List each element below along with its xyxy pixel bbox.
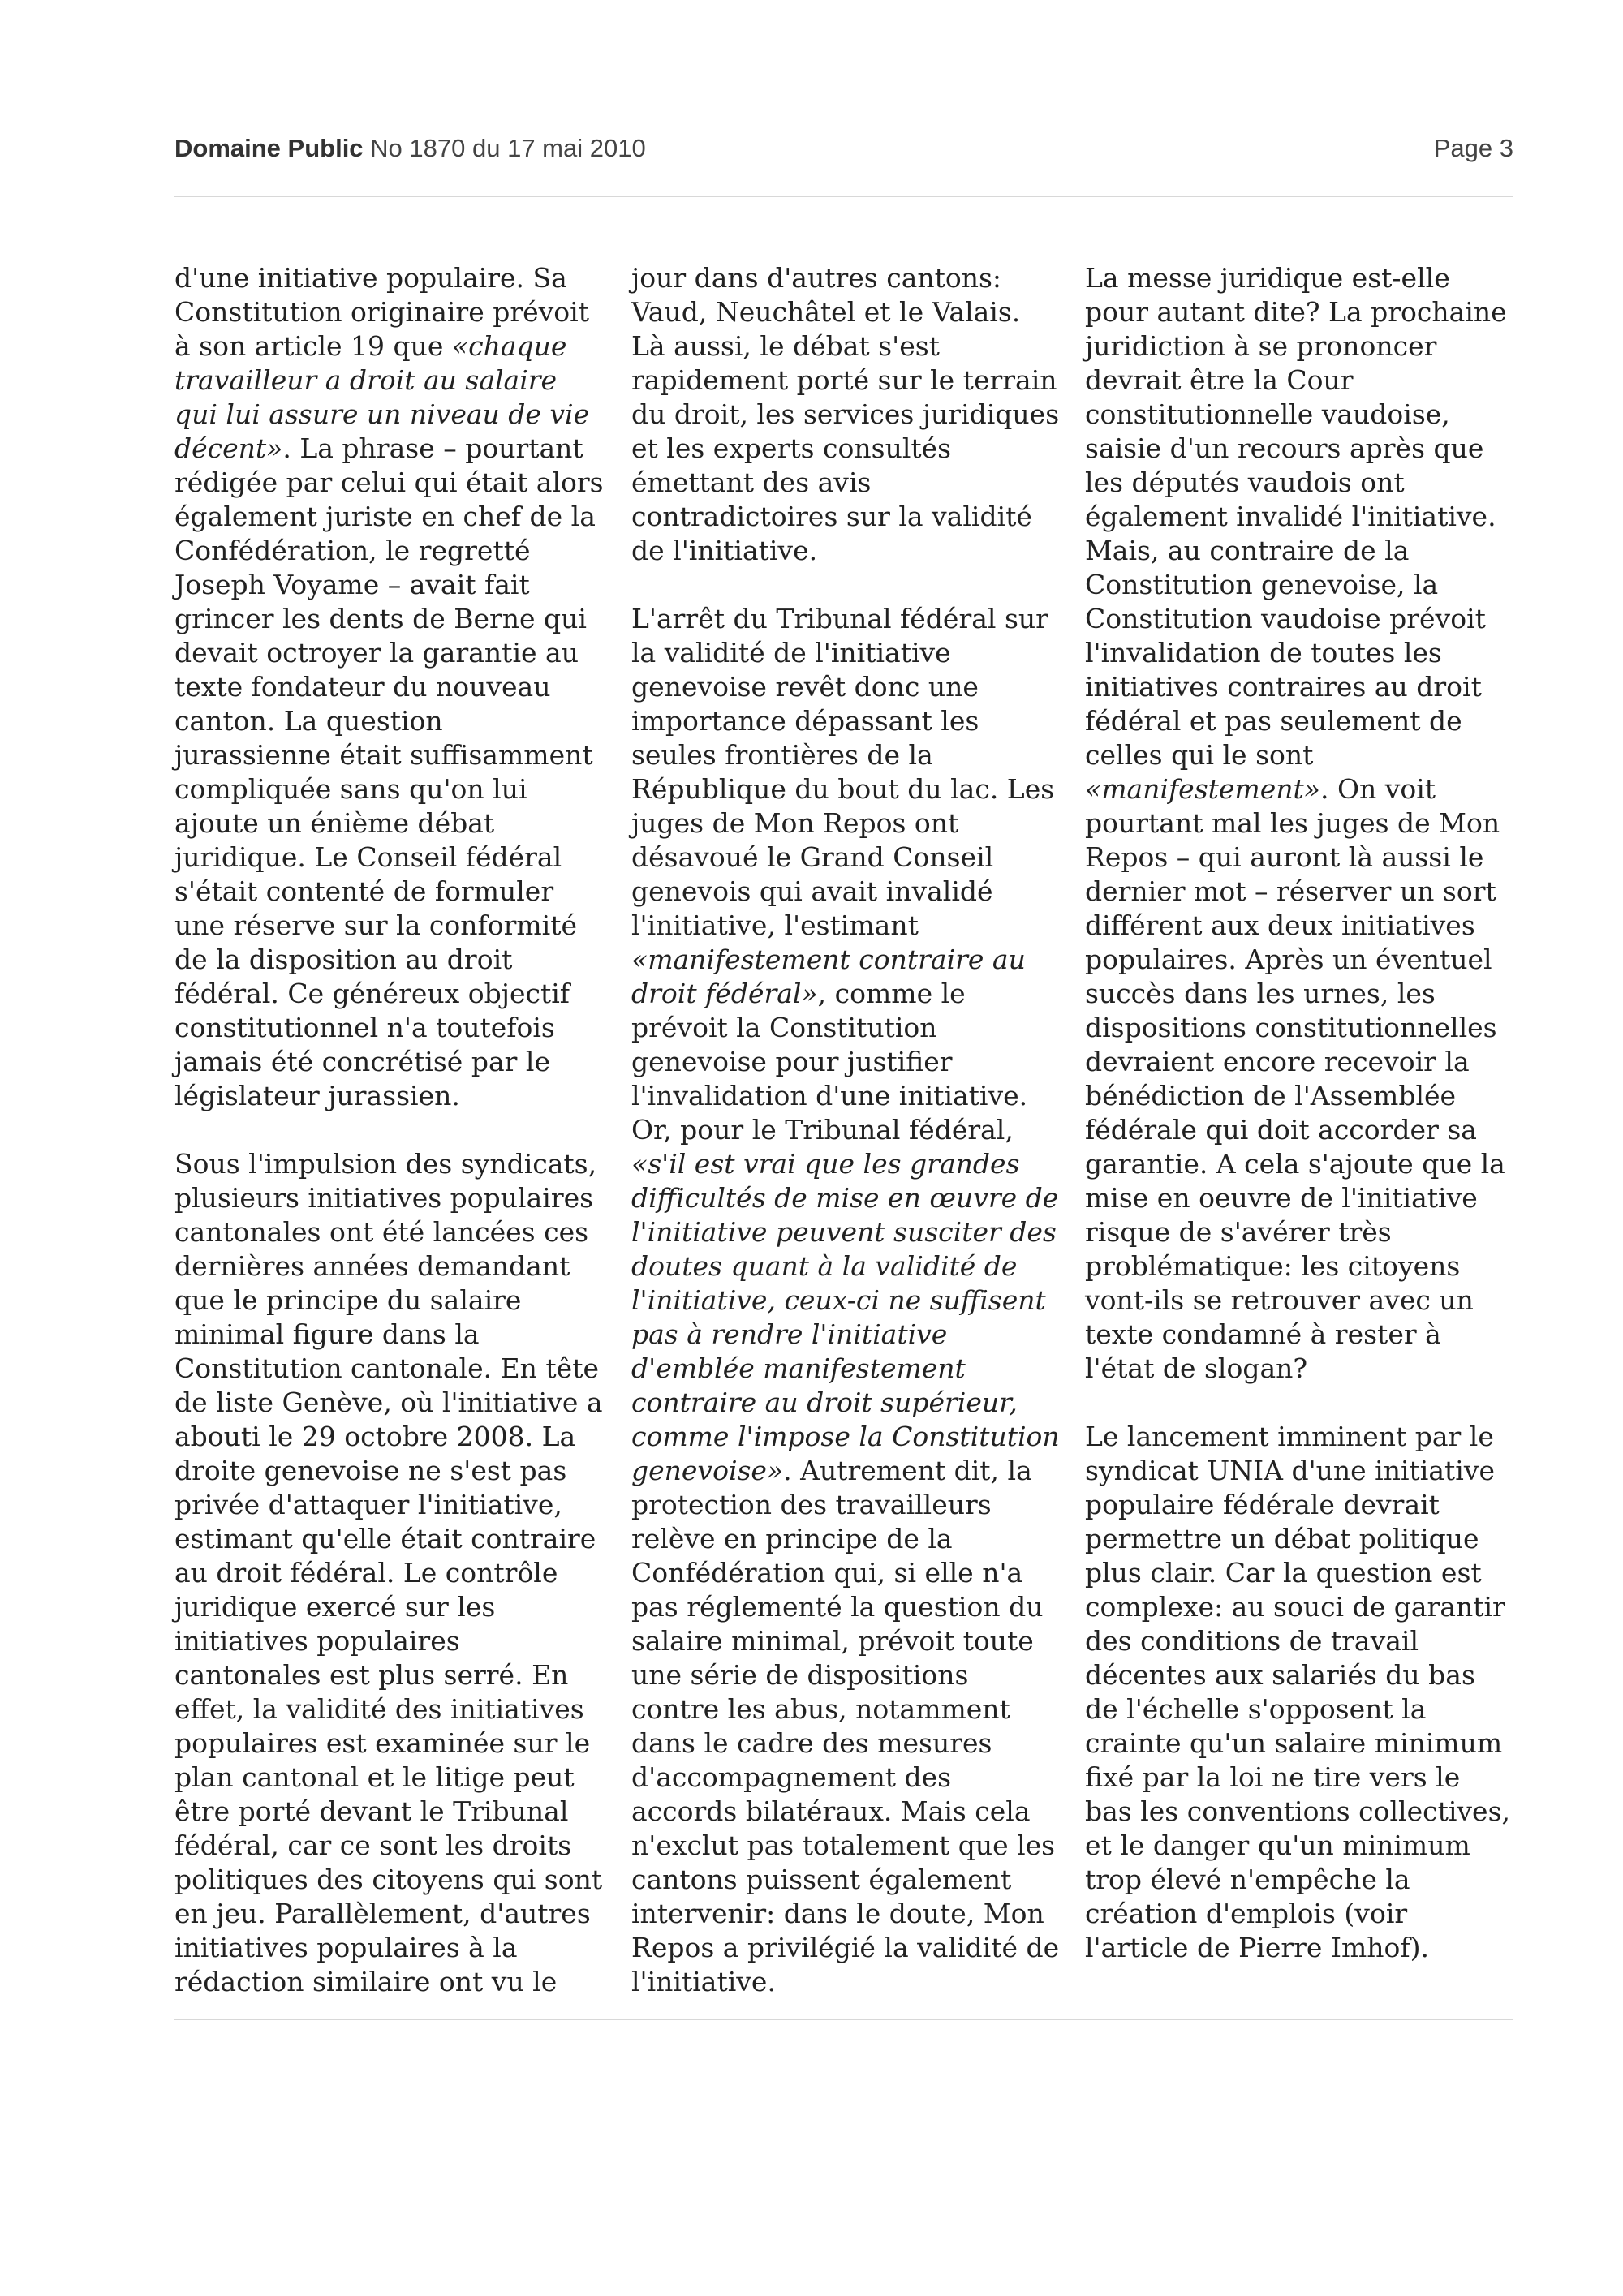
- article-paragraph: [631, 602, 1061, 1999]
- page-header: [174, 134, 1513, 170]
- article-paragraph: [174, 261, 605, 1113]
- body-text: jour dans d'autres cantons: Vaud, Neuchâtel et le Valais. Là aussi, le débat s'est rapidement porté sur le terrain du droit, les services juridiques et les experts consultés émettant des avis contradictoires sur la validité de l'initiative.: [631, 262, 1060, 566]
- article-paragraph: [1085, 261, 1515, 1386]
- publication-name: Domaine Public: [174, 134, 364, 162]
- footer-divider: [174, 2019, 1513, 2020]
- body-text: d'une initiative populaire. Sa Constitution originaire prévoit à son article 19 que: [174, 262, 589, 362]
- article-paragraph: [174, 1147, 605, 1999]
- body-text: . On voit pourtant mal les juges de Mon Repos – qui auront là aussi le dernier mot – réserver un sort différent aux deux initiatives populaires. Après un éventuel succès dans les urnes, les dispositions constitutionnelles devraient encore recevoir la bénédiction de l'Assemblée fédérale qui doit accorder sa garantie. A cela s'ajoute que la mise en oeuvre de l'initiative risque de s'avérer très problématique: les citoyens vont-ils se retrouver avec un texte condamné à rester à l'état de slogan?: [1085, 773, 1505, 1384]
- article-column-1: [174, 261, 605, 1999]
- quoted-text: «manifestement contraire au droit fédéral»: [631, 944, 1026, 1009]
- body-text: Le lancement imminent par le syndicat UNIA d'une initiative populaire fédérale devrait permettre un débat politique plus clair. Car la question est complexe: au souci de garantir des conditions de travail décentes aux salariés du bas de l'échelle s'opposent la crainte qu'un salaire minimum fixé par la loi ne tire vers le bas les conventions collectives, et le danger qu'un minimum trop élevé n'empêche la création d'emplois (voir l'article de Pierre Imhof).: [1085, 1421, 1511, 1963]
- body-text: Sous l'impulsion des syndicats, plusieurs initiatives populaires cantonales ont été lancées ces dernières années demandant que le principe du salaire minimal figure dans la Constitution cantonale. En tête de liste Genève, où l'initiative a abouti le 29 octobre 2008. La droite genevoise ne s'est pas privée d'attaquer l'initiative, estimant qu'elle était contraire au droit fédéral. Le contrôle juridique exercé sur les initiatives populaires cantonales est plus serré. En effet, la validité des initiatives populaires est examinée sur le plan cantonal et le litige peut être porté devant le Tribunal fédéral, car ce sont les droits politiques des citoyens qui sont en jeu. Parallèlement, d'autres initiatives populaires à la rédaction similaire ont vu le: [174, 1148, 603, 1997]
- article-paragraph: [631, 261, 1061, 568]
- article-column-3: [1085, 261, 1515, 1965]
- body-text: , comme le prévoit la Constitution genevoise pour justifier l'invalidation d'une initiative. Or, pour le Tribunal fédéral,: [631, 978, 1028, 1146]
- header-divider: [174, 196, 1513, 197]
- body-text: L'arrêt du Tribunal fédéral sur la validité de l'initiative genevoise revêt donc une importance dépassant les seules frontières de la République du bout du lac. Les juges de Mon Repos ont désavoué le Grand Conseil genevois qui avait invalidé l'initiative, l'estimant: [631, 603, 1055, 941]
- quoted-text: «manifestement»: [1085, 773, 1320, 805]
- article-paragraph: [1085, 1420, 1515, 1965]
- page-number: Page 3: [1433, 134, 1513, 162]
- body-text: La messe juridique est-elle pour autant dite? La prochaine juridiction à se prononcer devrait être la Cour constitutionnelle vaudoise, saisie d'un recours après que les députés vaudois ont également invalidé l'initiative. Mais, au contraire de la Constitution genevoise, la Constitution vaudoise prévoit l'invalidation de toutes les initiatives contraires au droit fédéral et pas seulement de celles qui le sont: [1085, 262, 1507, 771]
- quoted-text: «chaque travailleur a droit au salaire qui lui assure un niveau de vie décent»: [174, 330, 590, 464]
- body-text: . La phrase – pourtant rédigée par celui qui était alors également juriste en chef de la Confédération, le regretté Joseph Voyame – avait fait grincer les dents de Berne qui devait octroyer la garantie au texte fondateur du nouveau canton. La question jurassienne était suffisamment compliquée sans qu'on lui ajoute un énième débat juridique. Le Conseil fédéral s'était contenté de formuler une réserve sur la conformité de la disposition au droit fédéral. Ce généreux objectif constitutionnel n'a toutefois jamais été concrétisé par le législateur jurassien.: [174, 432, 604, 1111]
- issue-info: No 1870 du 17 mai 2010: [370, 134, 646, 162]
- quoted-text: «s'il est vrai que les grandes difficultés de mise en œuvre de l'initiative peuvent susciter des doutes quant à la validité de l'initiative, ceux-ci ne suffisent pas à rendre l'initiative d'emblée manifestement contraire au droit supérieur, comme l'impose la Constitution genevoise»: [631, 1148, 1060, 1486]
- body-text: . Autrement dit, la protection des travailleurs relève en principe de la Confédération qui, si elle n'a pas réglementé la question du salaire minimal, prévoit toute une série de dispositions contre les abus, notamment dans le cadre des mesures d'accompagnement des accords bilatéraux. Mais cela n'exclut pas totalement que les cantons puissent également intervenir: dans le doute, Mon Repos a privilégié la validité de l'initiative.: [631, 1455, 1060, 1997]
- article-column-2: [631, 261, 1061, 1999]
